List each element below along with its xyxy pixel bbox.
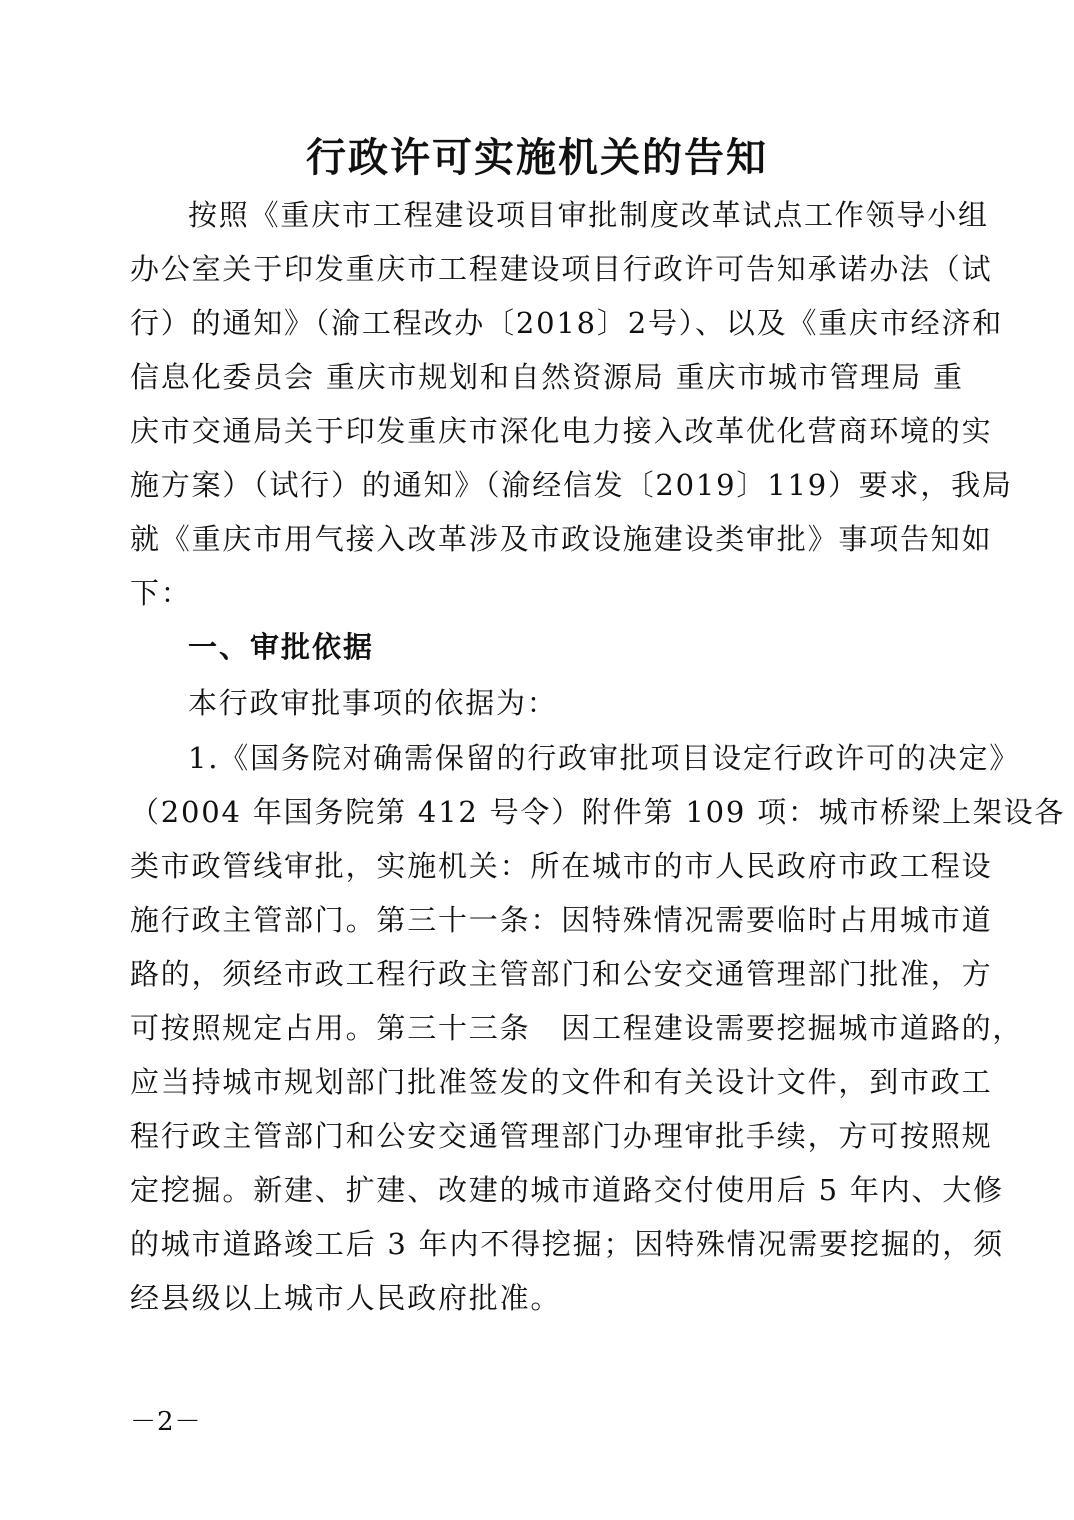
paragraph-line: 办公室关于印发重庆市工程建设项目行政许可告知承诺办法（试 <box>130 252 993 286</box>
paragraph-line: 路的，须经市政工程行政主管部门和公安交通管理部门批准，方 <box>130 957 993 991</box>
paragraph-line: 施行政主管部门。第三十一条：因特殊情况需要临时占用城市道 <box>130 903 993 937</box>
paragraph-line: 下： <box>130 576 192 610</box>
section-heading: 一、审批依据 <box>188 630 375 664</box>
paragraph-line: 的城市道路竣工后 3 年内不得挖掘；因特殊情况需要挖掘的，须 <box>130 1227 1004 1261</box>
paragraph-line: 施方案）（试行）的通知》（渝经信发〔2019〕119）要求，我局 <box>130 468 1013 502</box>
paragraph-line: 可按照规定占用。第三十三条 因工程建设需要挖掘城市道路的， <box>130 1011 1024 1045</box>
paragraph-line: 类市政管线审批，实施机关：所在城市的市人民政府市政工程设 <box>130 849 993 883</box>
paragraph-line: 1.《国务院对确需保留的行政审批项目设定行政许可的决定》 <box>188 741 1021 775</box>
paragraph-line: （2004 年国务院第 412 号令）附件第 109 项：城市桥梁上架设各 <box>130 795 1066 829</box>
page-number: －2－ <box>130 1407 202 1437</box>
paragraph-line: 按照《重庆市工程建设项目审批制度改革试点工作领导小组 <box>188 198 989 232</box>
paragraph-line: 行）的通知》（渝工程改办〔2018〕2号）、以及《重庆市经济和 <box>130 306 1004 340</box>
paragraph-line: 就《重庆市用气接入改革涉及市政设施建设类审批》事项告知如 <box>130 522 993 556</box>
paragraph-line: 应当持城市规划部门批准签发的文件和有关设计文件，到市政工 <box>130 1065 993 1099</box>
paragraph-line: 信息化委员会 重庆市规划和自然资源局 重庆市城市管理局 重 <box>130 360 964 394</box>
paragraph-line: 程行政主管部门和公安交通管理部门办理审批手续，方可按照规 <box>130 1119 993 1153</box>
paragraph-line: 本行政审批事项的依据为： <box>188 686 558 720</box>
paragraph-line: 经县级以上城市人民政府批准。 <box>130 1281 562 1315</box>
paragraph-line: 庆市交通局关于印发重庆市深化电力接入改革优化营商环境的实 <box>130 414 993 448</box>
document-title: 行政许可实施机关的告知 <box>306 134 768 181</box>
paragraph-line: 定挖掘。新建、扩建、改建的城市道路交付使用后 5 年内、大修 <box>130 1173 1004 1207</box>
